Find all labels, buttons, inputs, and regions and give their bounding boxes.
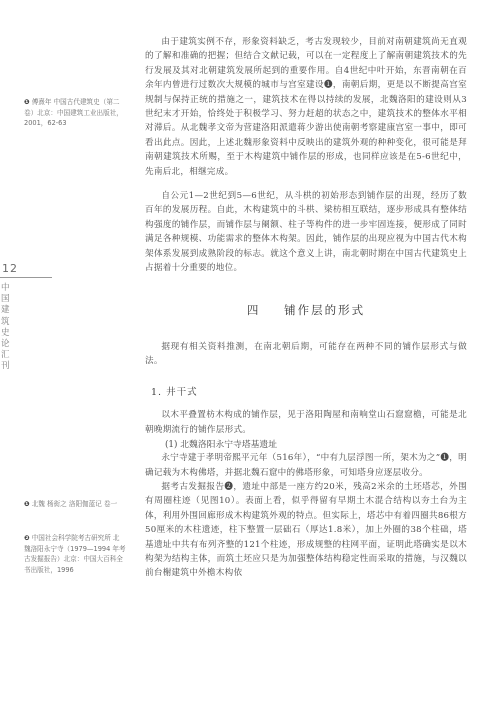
- body-paragraph: 据现有相关资料推测，在南北朝后期，可能存在两种不同的铺作层形式与做法。: [145, 341, 467, 366]
- margin-note-text: 北魏 杨衒之 洛阳伽蓝记 卷一: [31, 500, 118, 508]
- running-head: 中国建筑史论汇刊: [1, 283, 10, 372]
- body-paragraph: 自公元1—2世纪到5—6世纪，从斗栱的初始形态到铺作层的出现，经历了数百年的发展历程。自此，木构建筑中的斗栱、梁枋相互联结，逐步形成具有整体结构强度的铺作层，而铺作层与阑额、柱子等构件的进一步牢固连接，便形成了同时满足各种规模、功能需求的整体木构架。因此，铺作层的出现应视为中国古代木构架体系发展到成熟阶段的标志。就这个意义上讲，南北朝时期在中国古代建筑史上占据着十分重要的地位。: [145, 191, 467, 274]
- footnote-marker: ❷: [24, 534, 30, 542]
- margin-note-text: 傅熹年 中国古代建筑史（第二卷）北京：中国建筑工业出版社，2001，62-63: [24, 98, 123, 127]
- footnote-marker: ❶: [24, 500, 30, 508]
- margin-note-2: [24, 499, 126, 510]
- body-paragraph: 据考古发掘报告❷，遗址中部是一座方约20米，残高2米余的土坯塔芯，外围有周圈柱迹（见图10）。表面上看，似乎得留有早期土木混合结构以夯土台为主体，利用外围回廊形成木构建筑外观的特点。但实际上，塔芯中有着四圈共86根方50厘米的木柱遗迹，柱下整置一层础石（厚达1.8米），加上外圈的38个柱础，塔基遗址中共有布列齐整的121个柱迹，形成规整的柱网平面，证明此塔确实是以木构架为结构主体，而筑土坯应只是为加强整体结构稳定性而采取的措施，与汉魏以前台榭建筑中外檐木构依: [145, 481, 467, 579]
- margin-note-1: [24, 97, 126, 129]
- body-paragraph: 永宁寺建于孝明帝熙平元年（516年），“中有九层浮图一所，架木为之”❶，明确记载为木构佛塔，并据北魏石窟中的佛塔形象，可知塔身应逐层收分。: [145, 453, 467, 478]
- footnote-marker: ❶: [24, 98, 30, 106]
- item-heading: (1) 北魏洛阳永宁寺塔基遗址: [165, 440, 278, 451]
- page-number: 12: [2, 262, 18, 275]
- main-text-column: [145, 35, 467, 581]
- section-heading: 四 铺作层的形式: [246, 302, 366, 317]
- body-paragraph: 以木平叠置枋木构成的铺作层，见于洛阳陶屋和南响堂山石窟窟檐，可能是北朝晚期流行的铺作层形式。: [145, 410, 467, 435]
- page-rule: [0, 277, 52, 278]
- margin-note-text: 中国社会科学院考古研究所 北魏洛阳永宁寺（1979—1994 年考古发掘报告）北京：中国大百科全书出版社，1996: [24, 534, 126, 574]
- subsection-heading: 1. 井干式: [151, 387, 198, 399]
- margin-note-3: [24, 533, 126, 575]
- body-paragraph: 由于建筑实例不存，形象资料缺乏，考古发现较少，目前对南朝建筑尚无直观的了解和准确的把握；但结合文献记载，可以在一定程度上了解南朝建筑技术的先行发展及其对北朝建筑发展所起到的重要作用。自4世纪中叶开始，东晋南朝在百余年内曾进行过数次大规模的城市与宫室建设❶，南朝后期，更是以不断提高宫室规制与保持正统的措施之一，建筑技术在得以持续的发展，北魏洛阳的建设则从3世纪末才开始，恰终处于积极学习、努力赶超的状态之中，建筑技术的整体水平相对滞后。从北魏孝文帝为营建洛阳派遣蒋少游出使南朝考察建康宫室一事中，即可看出此点。因此，上述北魏形象资料中反映出的建筑外观的种种变化，很可能是拜南朝建筑技术所赐，至于木构建筑中铺作层的形成，也同样应该是在5-6世纪中，先南后北，相继完成。: [145, 37, 467, 177]
